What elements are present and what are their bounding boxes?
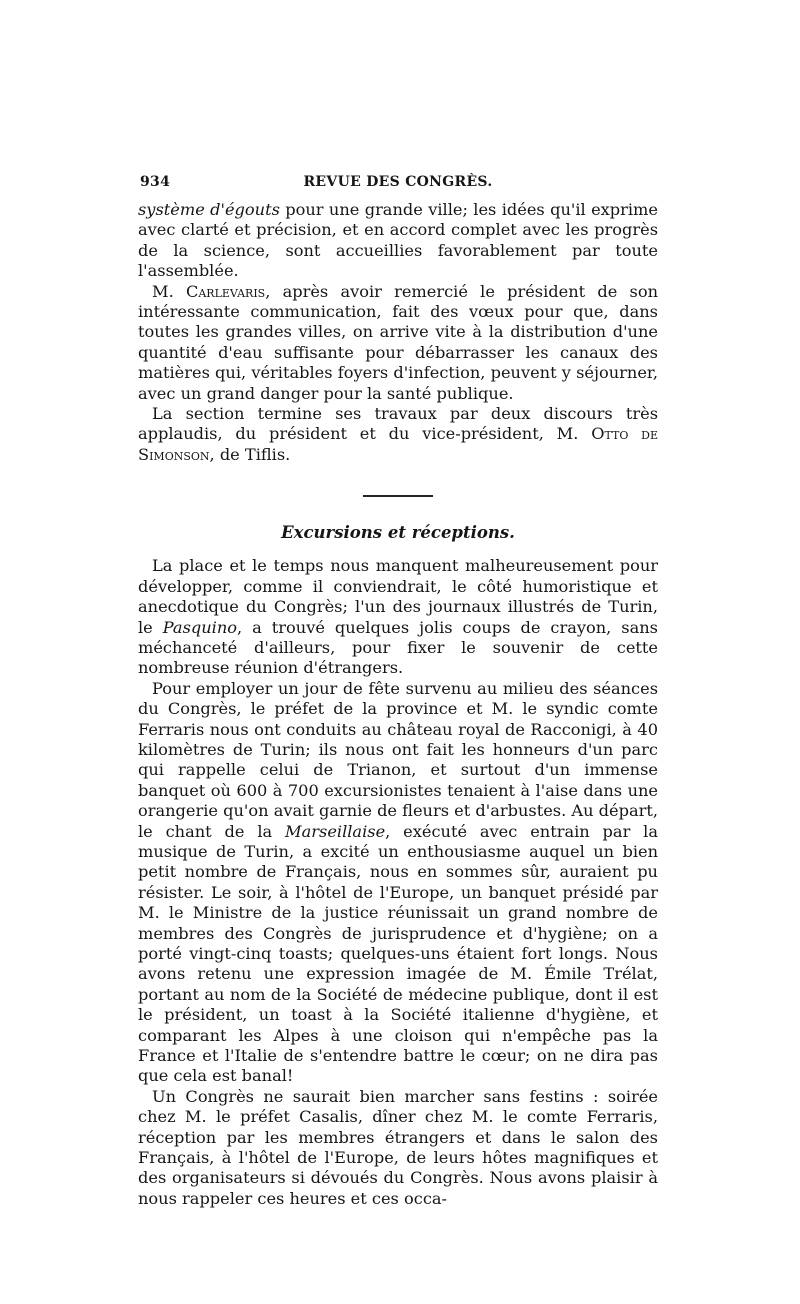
- paragraph-text: Pour employer un jour de fête survenu au milieu des séances du Congrès, le préfet de la province et M. le syndic comte Ferraris nous ont conduits au château royal de Racconigi, à 40 kilomètres de Turin; ils nous ont fait les honneurs d'un parc qui rappelle celui de Trianon, et surtout d'un immense banquet où 600 à 700 excursionistes tenaient à l'aise dans une orangerie qu'on avait garnie de fleurs et d'arbustes. Au départ, le chant de la: [138, 678, 658, 841]
- italic-phrase: système d'égouts: [138, 200, 280, 219]
- paragraph-text: pour une grande ville; les idées qu'il exprime avec clarté et précision, et en accord complet avec les progrès de la science, sont accueillies favorablement par toute l'assemblée.: [138, 200, 658, 281]
- italic-title: Marseillaise: [285, 821, 386, 841]
- paragraph-text: La section termine ses travaux par deux discours très applaudis, du président et du vice-président, M.: [138, 404, 658, 444]
- paragraph-sewer-system: [138, 200, 658, 282]
- page-number: 934: [140, 174, 171, 190]
- paragraph-text: , a trouvé quelques jolis coups de crayon, sans méchanceté d'ailleurs, pour fixer le souvenir de cette nombreuse réunion d'étrangers.: [138, 617, 658, 678]
- paragraph-text: , après avoir remercié le président de son intéressante communication, fait des vœux pour que, dans toutes les grandes villes, on arrive vite à la distribution d'une quantité d'eau suffisante pour débarrasser les canaux des matières qui, véritables foyers d'infection, peuvent y séjourner, avec un grand danger pour la santé publique.: [138, 281, 659, 403]
- person-name: Carlevaris: [185, 281, 266, 301]
- running-title: REVUE DES CONGRÈS.: [303, 174, 493, 190]
- paragraph-prefix: M.: [152, 281, 186, 301]
- paragraph-text: Un Congrès ne saurait bien marcher sans festins : soirée chez M. le préfet Casalis, dîner chez M. le comte Ferraris, réception par les membres étrangers et dans le salon des Français, à l'hôtel de l'Europe, de leurs hôtes magnifiques et des organisateurs si dévoués du Congrès. Nous avons plaisir à nous rappeler ces heures et ces occa-: [138, 1086, 658, 1208]
- paragraph-festins: [138, 1087, 658, 1209]
- paragraph-section-closing: [138, 404, 658, 465]
- running-header: [138, 170, 658, 192]
- person-name: Otto de Simonson: [138, 424, 658, 464]
- paragraph-racconigi: [138, 679, 658, 1087]
- book-page: [138, 170, 658, 1209]
- paragraph-suffix: , de Tiflis.: [209, 444, 291, 464]
- section-divider: [363, 495, 433, 497]
- paragraph-text: La place et le temps nous manquent malheureusement pour développer, comme il conviendrait, le côté humoristique et anecdotique du Congrès; l'un des journaux illustrés de Turin, le: [138, 556, 658, 637]
- body-text: [138, 200, 658, 465]
- paragraph-carlevaris: [138, 282, 658, 404]
- paragraph-pasquino: [138, 556, 658, 678]
- body-text-excursions: [138, 556, 658, 1209]
- italic-title: Pasquino: [162, 617, 238, 637]
- paragraph-text: , exécuté avec entrain par la musique de Turin, a excité un enthousiasme auquel un bien petit nombre de Français, nous en sommes sûr, auraient pu résister. Le soir, à l'hôtel de l'Europe, un banquet présidé par M. le Ministre de la justice réunissait un grand nombre de membres des Congrès de jurisprudence et d'hygiène; on a porté vingt-cinq toasts; quelques-uns étaient fort longs. Nous avons retenu une expression imagée de M. Émile Trélat, portant au nom de la Société de médecine publique, dont il est le président, un toast à la Société italienne d'hygiène, et comparant les Alpes à une cloison qui n'empêche pas la France et l'Italie de s'entendre battre le cœur; on ne dira pas que cela est banal!: [138, 821, 658, 1086]
- section-title: Excursions et réceptions.: [281, 523, 515, 543]
